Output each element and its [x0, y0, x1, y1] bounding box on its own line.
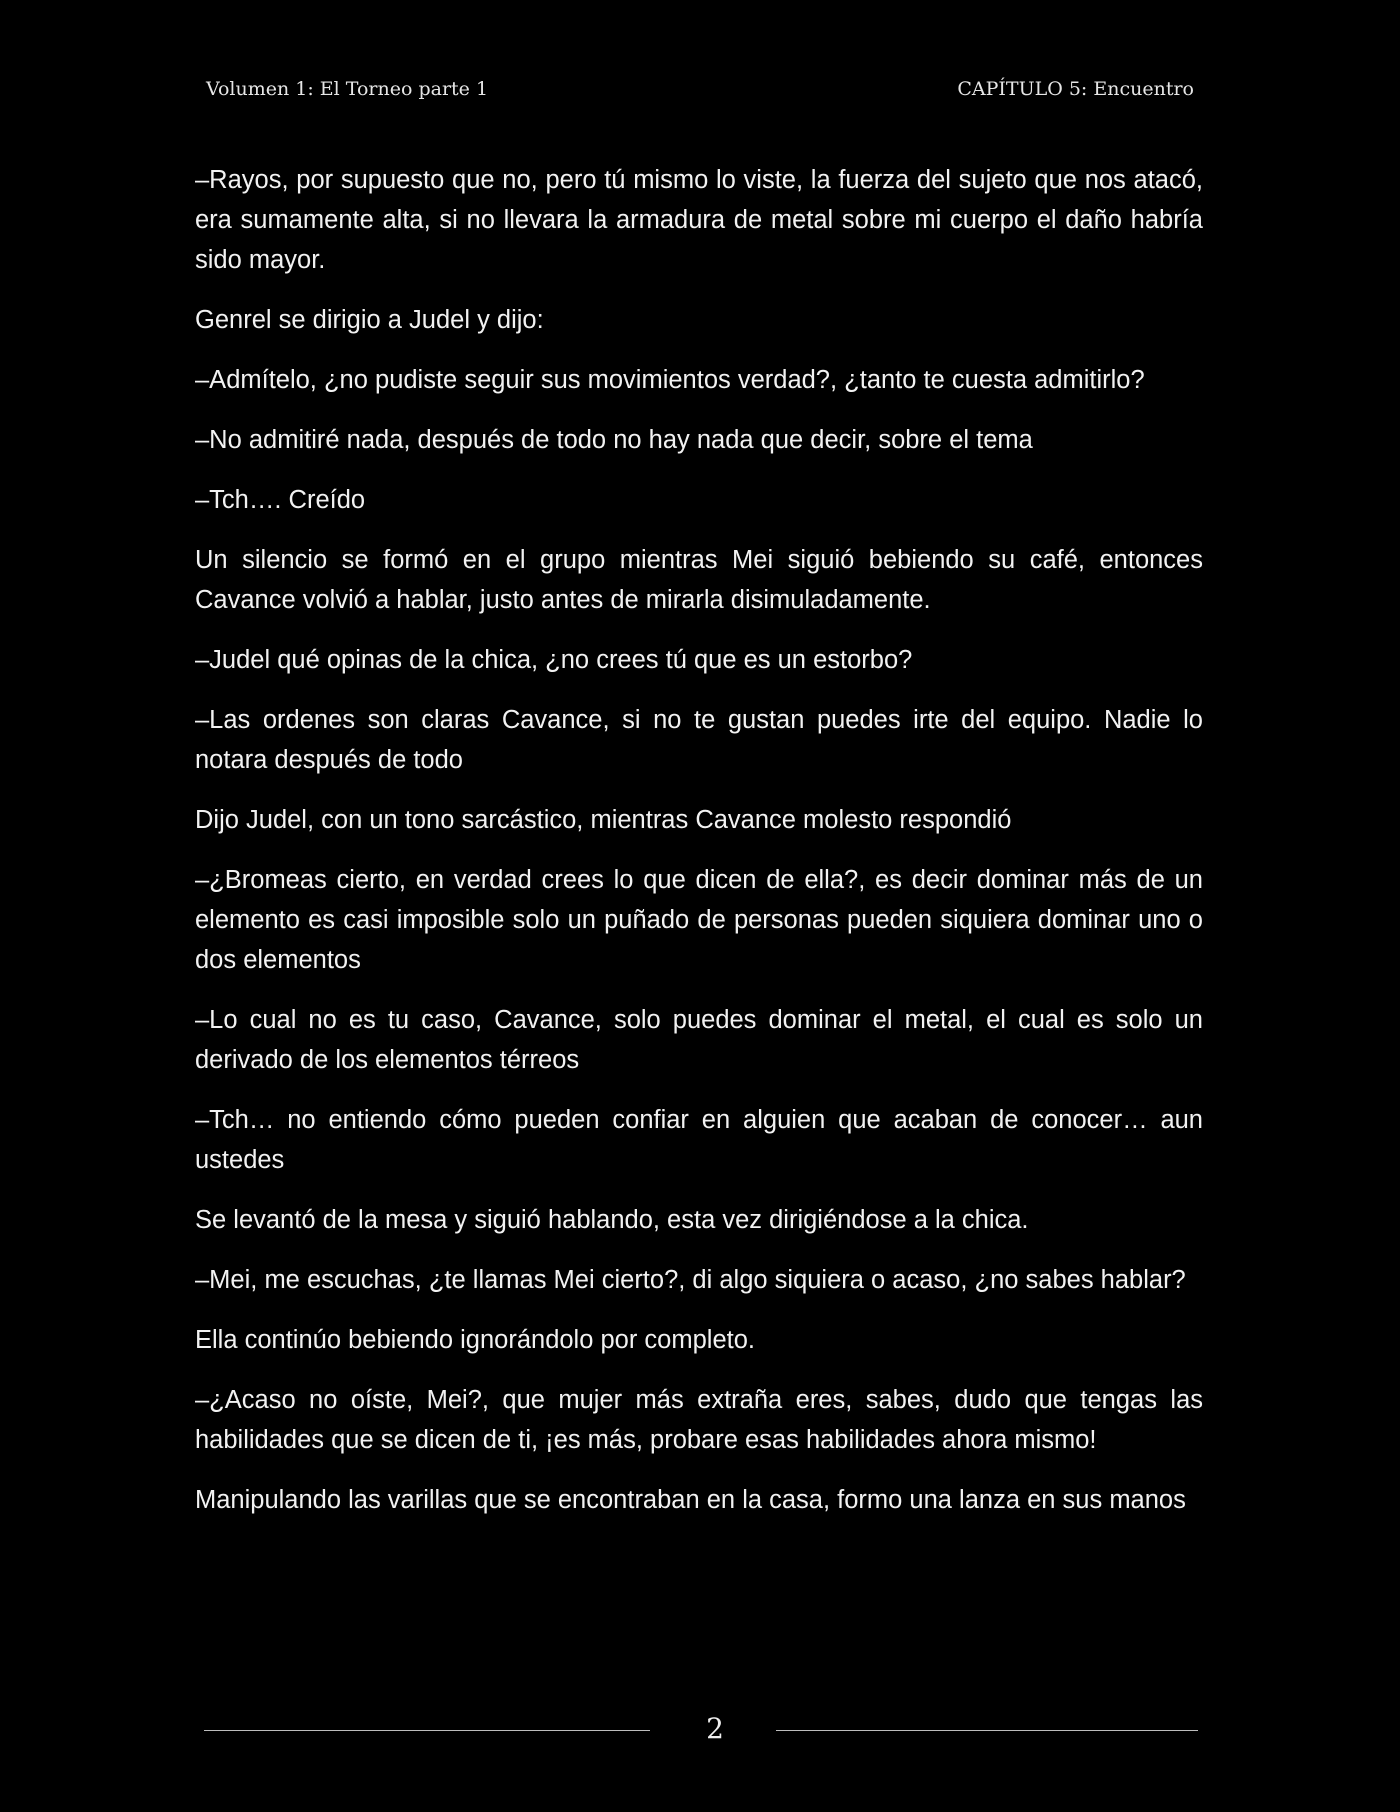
paragraph: –Lo cual no es tu caso, Cavance, solo puedes dominar el metal, el cual es solo un derivado de los elementos térreos	[195, 1006, 1203, 1074]
footer-rule-right	[776, 1730, 1198, 1731]
paragraph: Manipulando las varillas que se encontraban en la casa, formo una lanza en sus manos	[195, 1486, 1186, 1514]
running-header	[206, 78, 1194, 108]
paragraph: –¿Acaso no oíste, Mei?, que mujer más extraña eres, sabes, dudo que tengas las habilidades que se dicen de ti, ¡es más, probare esas habilidades ahora mismo!	[195, 1386, 1203, 1454]
paragraph: Genrel se dirigio a Judel y dijo:	[195, 306, 544, 334]
chapter-body	[195, 160, 1203, 1540]
paragraph: –Tch…. Creído	[195, 486, 366, 514]
paragraph: –Rayos, por supuesto que no, pero tú mismo lo viste, la fuerza del sujeto que nos atacó, era sumamente alta, si no llevara la armadura de metal sobre mi cuerpo el daño habría sido mayor.	[195, 166, 1203, 274]
paragraph: –Mei, me escuchas, ¿te llamas Mei cierto?, di algo siquiera o acaso, ¿no sabes hablar?	[195, 1266, 1186, 1294]
paragraph: –¿Bromeas cierto, en verdad crees lo que dicen de ella?, es decir dominar más de un elemento es casi imposible solo un puñado de personas pueden siquiera dominar uno o dos elementos	[195, 866, 1203, 974]
paragraph: –Las ordenes son claras Cavance, si no te gustan puedes irte del equipo. Nadie lo notara después de todo	[195, 706, 1203, 774]
paragraph: –No admitiré nada, después de todo no hay nada que decir, sobre el tema	[195, 426, 1033, 454]
page-number: 2	[706, 1712, 724, 1745]
paragraph: Dijo Judel, con un tono sarcástico, mientras Cavance molesto respondió	[195, 806, 1012, 834]
page-footer	[204, 1712, 1198, 1752]
paragraph: –Admítelo, ¿no pudiste seguir sus movimientos verdad?, ¿tanto te cuesta admitirlo?	[195, 366, 1145, 394]
footer-rule-left	[204, 1730, 650, 1731]
volume-title: Volumen 1: El Torneo parte 1	[206, 78, 489, 100]
paragraph: Un silencio se formó en el grupo mientras Mei siguió bebiendo su café, entonces Cavance volvió a hablar, justo antes de mirarla disimuladamente.	[195, 546, 1203, 614]
chapter-title: CAPÍTULO 5: Encuentro	[957, 78, 1194, 100]
paragraph: Ella continúo bebiendo ignorándolo por completo.	[195, 1326, 755, 1354]
paragraph: –Tch… no entiendo cómo pueden confiar en alguien que acaban de conocer… aun ustedes	[195, 1106, 1203, 1174]
paragraph: Se levantó de la mesa y siguió hablando, esta vez dirigiéndose a la chica.	[195, 1206, 1029, 1234]
paragraph: –Judel qué opinas de la chica, ¿no crees tú que es un estorbo?	[195, 646, 913, 674]
